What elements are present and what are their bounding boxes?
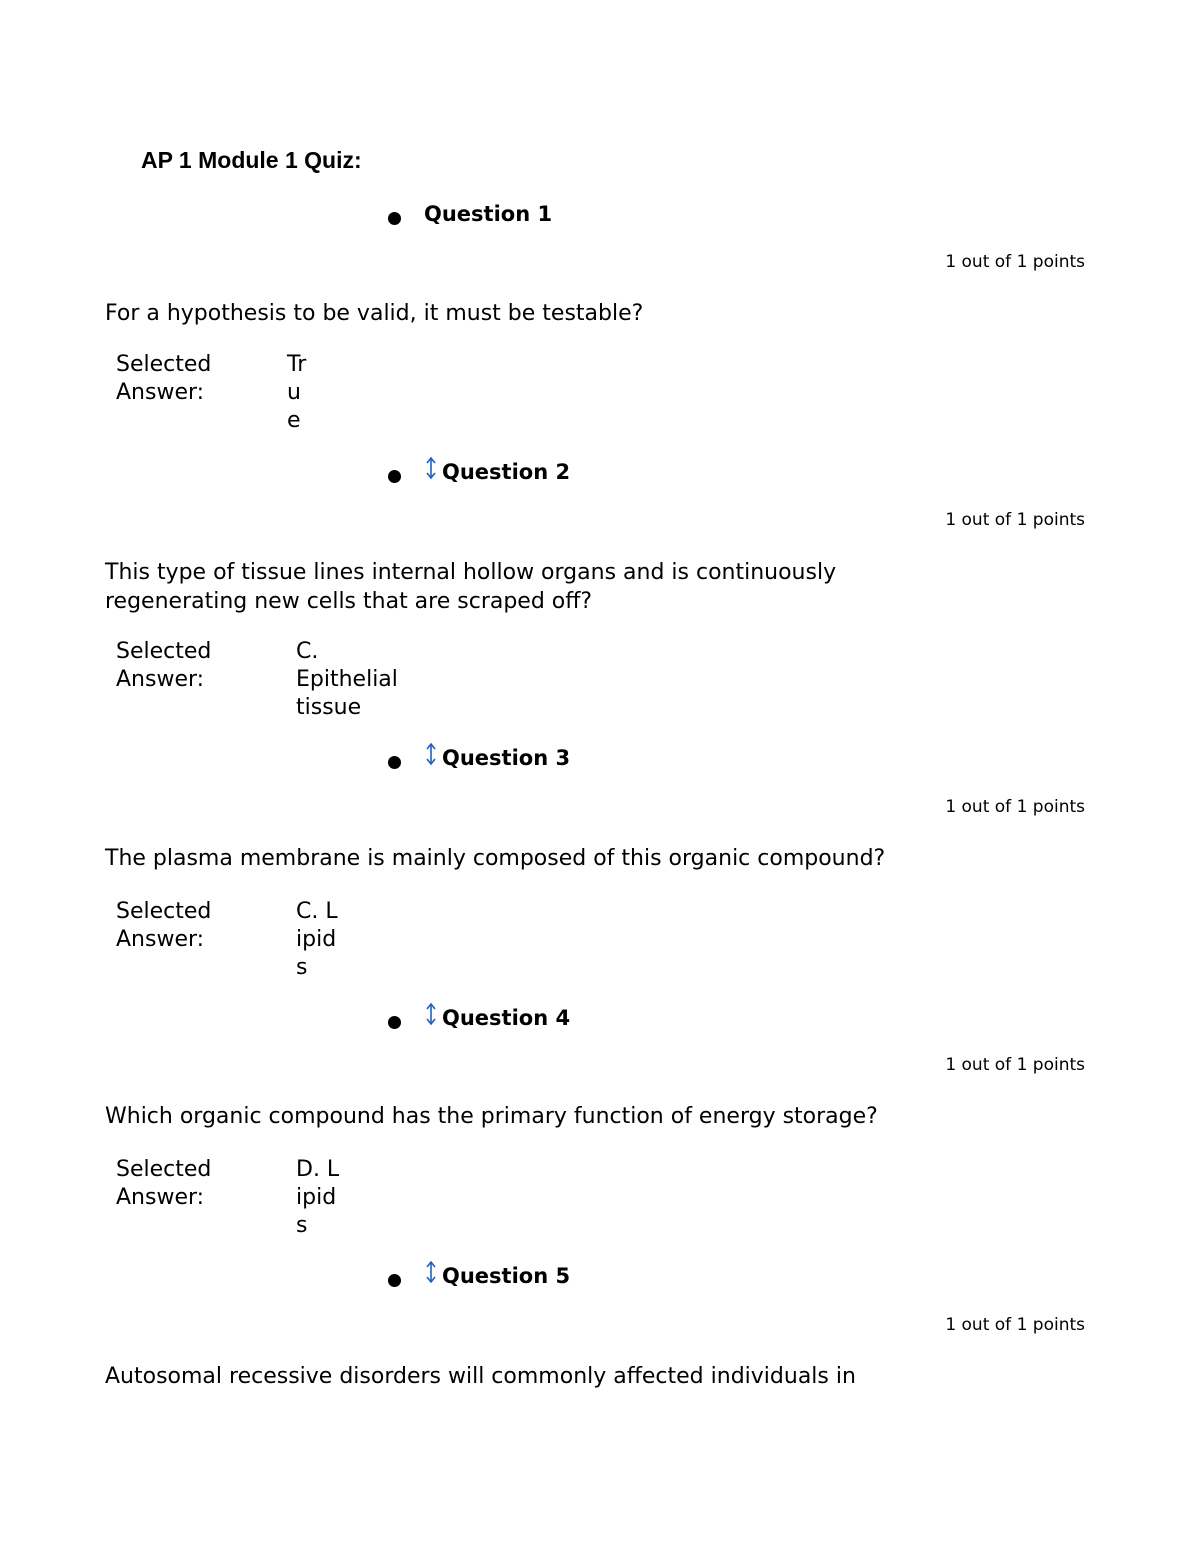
question-1-heading	[388, 197, 552, 231]
question-2-points: 1 out of 1 points	[945, 510, 1085, 530]
question-1-text: For a hypothesis to be valid, it must be testable?	[105, 301, 644, 326]
up-down-arrow-icon[interactable]	[424, 456, 438, 480]
question-3-points: 1 out of 1 points	[945, 797, 1085, 817]
question-1-answer-value: True	[287, 352, 307, 433]
question-3-answer-label: Selected Answer:	[116, 899, 212, 952]
up-down-arrow-icon[interactable]	[424, 742, 438, 766]
question-5-title: Question 5	[442, 1264, 571, 1288]
question-5-points: 1 out of 1 points	[945, 1315, 1085, 1335]
question-4-answer-label: Selected Answer:	[116, 1157, 212, 1210]
bullet-icon	[388, 212, 401, 225]
question-5-text: Autosomal recessive disorders will commonly affected individuals in	[105, 1364, 856, 1389]
question-4-points: 1 out of 1 points	[945, 1055, 1085, 1075]
question-4-heading	[388, 1001, 570, 1035]
question-2-answer-value: C. Epithelial tissue	[296, 639, 398, 720]
question-3-title: Question 3	[442, 746, 571, 770]
question-1-points: 1 out of 1 points	[945, 252, 1085, 272]
question-5-heading	[388, 1259, 570, 1293]
question-4-title: Question 4	[442, 1006, 571, 1030]
document-title: AP 1 Module 1 Quiz:	[141, 147, 362, 173]
bullet-icon	[388, 1274, 401, 1287]
bullet-icon	[388, 756, 401, 769]
up-down-arrow-icon[interactable]	[424, 1002, 438, 1026]
bullet-icon	[388, 1016, 401, 1029]
question-2-title: Question 2	[442, 460, 571, 484]
question-1-title: Question 1	[424, 202, 553, 226]
question-3-text: The plasma membrane is mainly composed of this organic compound?	[105, 846, 886, 871]
question-4-answer-value: D. Lipids	[296, 1157, 340, 1238]
question-4-text: Which organic compound has the primary function of energy storage?	[105, 1104, 878, 1129]
question-2-text: This type of tissue lines internal hollow organs and is continuously regenerating new cells that are scraped off?	[105, 560, 837, 614]
question-3-heading	[388, 741, 570, 775]
question-2-answer-label: Selected Answer:	[116, 639, 212, 692]
question-1-answer-label: Selected Answer:	[116, 352, 212, 405]
question-3-answer-value: C. Lipids	[296, 899, 338, 980]
up-down-arrow-icon[interactable]	[424, 1260, 438, 1284]
question-2-heading	[388, 455, 570, 489]
bullet-icon	[388, 470, 401, 483]
